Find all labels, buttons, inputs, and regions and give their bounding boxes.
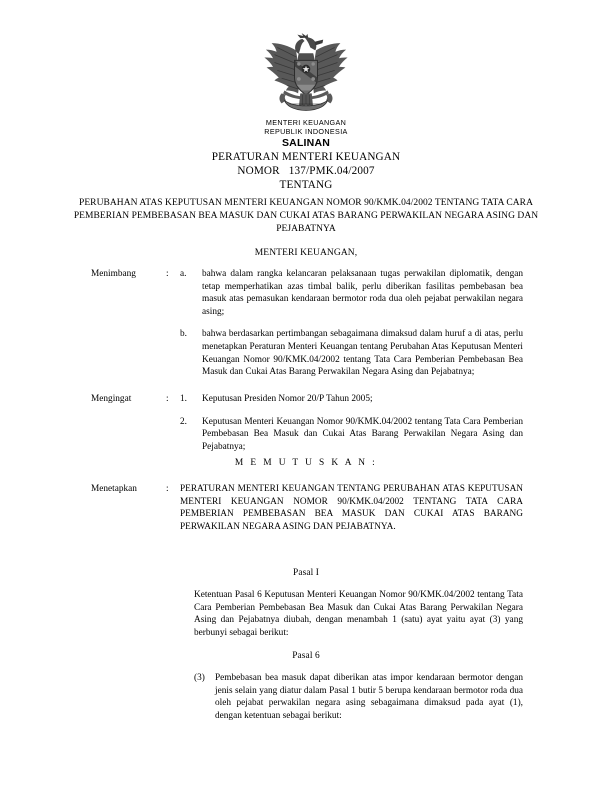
stipulating-label: Menetapkan — [91, 484, 137, 494]
item-text: Keputusan Presiden Nomor 20/P Tahun 2005; — [202, 394, 373, 404]
article-1-heading: Pasal I — [293, 568, 319, 578]
garuda-pancasila-emblem — [263, 33, 349, 115]
emblem-container — [0, 33, 612, 120]
about-label: TENTANG — [279, 178, 333, 191]
item-marker: a. — [180, 269, 187, 279]
considering-colon: : — [166, 269, 169, 279]
item-text: Keputusan Menteri Keuangan Nomor 90/KMK.04/2002 tentang Tata Cara Pemberian Pembebasan Bea Masuk dan Cukai Atas Barang Perwakilan Negara Asing dan Pejabatnya; — [202, 416, 523, 452]
considering-label: Menimbang — [91, 269, 136, 279]
minister-heading: MENTERI KEUANGAN, — [254, 248, 358, 258]
recalling-colon: : — [166, 394, 169, 404]
article-6-heading: Pasal 6 — [292, 651, 320, 661]
list-item — [180, 393, 523, 406]
item-marker: b. — [180, 329, 187, 340]
ministry-line-2: REPUBLIK INDONESIA — [264, 127, 348, 137]
regulation-type: PERATURAN MENTERI KEUANGAN — [211, 150, 401, 163]
item-text: bahwa berdasarkan pertimbangan sebagaimana dimaksud dalam huruf a di atas, perlu menetapkan Peraturan Menteri Keuangan tentang Perubahan Atas Keputusan Menteri Keuangan Nomor 90/KMK.04/2002 tentang Tata Cara Pemberian Pembebasan Bea Masuk dan Cukai Atas Barang Perwakilan Negara Asing dan Pejabatnya; — [202, 329, 523, 378]
ayat-marker: (3) — [194, 673, 205, 683]
decides-heading: M E M U T U S K A N : — [234, 458, 378, 468]
recalling-items — [180, 393, 523, 453]
item-text: bahwa dalam rangka kelancaran pelaksanaan tugas perwakilan diplomatik, dengan tetap memperhatikan azas timbal balik, perlu diberikan fasilitas pembebasan bea masuk atas pemasukan kendaraan bermotor roda dua oleh pejabat perwakilan negara asing; — [202, 269, 523, 317]
number-label: NOMOR — [237, 164, 280, 177]
stipulating-colon: : — [166, 484, 169, 494]
document-header — [0, 118, 612, 192]
list-item — [180, 328, 523, 378]
page-title: PERUBAHAN ATAS KEPUTUSAN MENTERI KEUANGAN NOMOR 90/KMK.04/2002 TENTANG TATA CARA PEMBERIAN PEMBEBASAN BEA MASUK DAN CUKAI ATAS BARANG PERWAKILAN NEGARA ASING DAN PEJABATNYA — [73, 198, 539, 235]
number-value: 137/PMK.04/2007 — [288, 164, 375, 177]
item-marker: 1. — [180, 394, 187, 404]
article-6-ayat-3 — [194, 672, 523, 722]
stipulating-section — [91, 483, 523, 533]
stipulating-text: PERATURAN MENTERI KEUANGAN TENTANG PERUBAHAN ATAS KEPUTUSAN MENTERI KEUANGAN NOMOR 90/KMK.04/2002 TENTANG TATA CARA PEMBERIAN PEMBEBASAN BEA MASUK DAN CUKAI ATAS BARANG PERWAKILAN NEGARA ASING DAN PEJABATNYA. — [180, 484, 523, 532]
considering-items — [180, 268, 523, 379]
ministry-line-1: MENTERI KEUANGAN — [265, 118, 347, 127]
article-1-body: Ketentuan Pasal 6 Keputusan Menteri Keuangan Nomor 90/KMK.04/2002 tentang Tata Cara Pemberian Pembebasan Bea Masuk dan Cukai Atas Barang Perwakilan Negara Asing dan Pejabatnya diubah, dengan menambah 1 (satu) ayat yaitu ayat (3) yang berbunyi sebagai berikut: — [194, 590, 523, 638]
item-marker: 2. — [180, 416, 187, 427]
copy-mark: SALINAN — [281, 136, 331, 149]
list-item — [180, 268, 523, 318]
list-item — [180, 416, 523, 454]
recalling-label: Mengingat — [91, 394, 132, 404]
regulation-number-line — [0, 164, 612, 178]
considering-section — [91, 268, 523, 379]
ayat-text: Pembebasan bea masuk dapat diberikan atas impor kendaraan bermotor dengan jenis selain yang diatur dalam Pasal 1 butir 5 berupa kendaraan bermotor roda dua oleh pejabat perwakilan negara asing sebagaimana dimaksud pada ayat (1), dengan ketentuan sebagai berikut: — [215, 673, 523, 721]
recalling-section — [91, 393, 523, 453]
